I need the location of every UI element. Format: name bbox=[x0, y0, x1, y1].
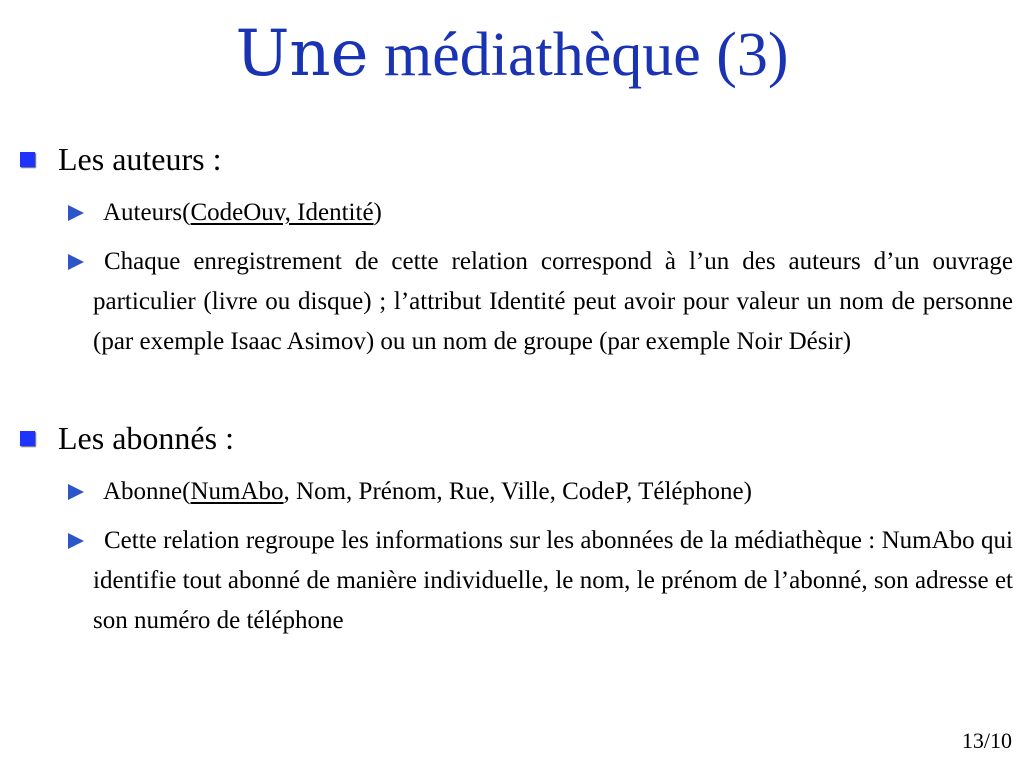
triangle-bullet-icon bbox=[68, 533, 84, 549]
description-auteurs: Chaque enregistrement de cette relation correspond à l’un des auteurs d’un ouvrage particulier (livre ou disque) ; l’attribut Identité peut avoir pour valeur un nom de personne (par exemple Isaac Asimov) ou un nom de groupe (par exemple Noir Désir) bbox=[93, 248, 1013, 355]
triangle-bullet-icon bbox=[68, 484, 84, 500]
schema-abonne-rest: , Nom, Prénom, Rue, Ville, CodeP, Téléphone) bbox=[283, 478, 752, 505]
schema-auteurs-rest: ) bbox=[373, 199, 382, 226]
square-bullet-icon bbox=[20, 152, 35, 167]
slide-title bbox=[0, 17, 1024, 91]
schema-abonne-keys: NumAbo bbox=[190, 478, 284, 505]
schema-auteurs-keys: CodeOuv, Identité bbox=[190, 199, 374, 226]
section-heading-auteurs: Les auteurs : bbox=[58, 141, 222, 177]
description-abonnes: Cette relation regroupe les informations sur les abonnées de la médiathèque : NumAbo qui identifie tout abonné de manière individuelle, le nom, le prénom de l’abonné, son adresse et son numéro de téléphone bbox=[93, 527, 1013, 634]
page-number: 13/10 bbox=[961, 728, 1012, 753]
schema-auteurs bbox=[103, 193, 1023, 233]
slide-title-part1: Une bbox=[235, 17, 369, 91]
section-heading-abonnes: Les abonnés : bbox=[58, 420, 234, 456]
schema-abonne bbox=[103, 472, 1023, 512]
triangle-bullet-icon bbox=[68, 254, 84, 270]
schema-auteurs-name: Auteurs( bbox=[103, 199, 191, 226]
square-bullet-icon bbox=[20, 431, 35, 446]
schema-abonne-name: Abonne( bbox=[103, 478, 191, 505]
slide-title-part3: (3) bbox=[716, 21, 789, 89]
triangle-bullet-icon bbox=[68, 205, 84, 221]
slide-title-part2: médiathèque bbox=[368, 21, 717, 89]
